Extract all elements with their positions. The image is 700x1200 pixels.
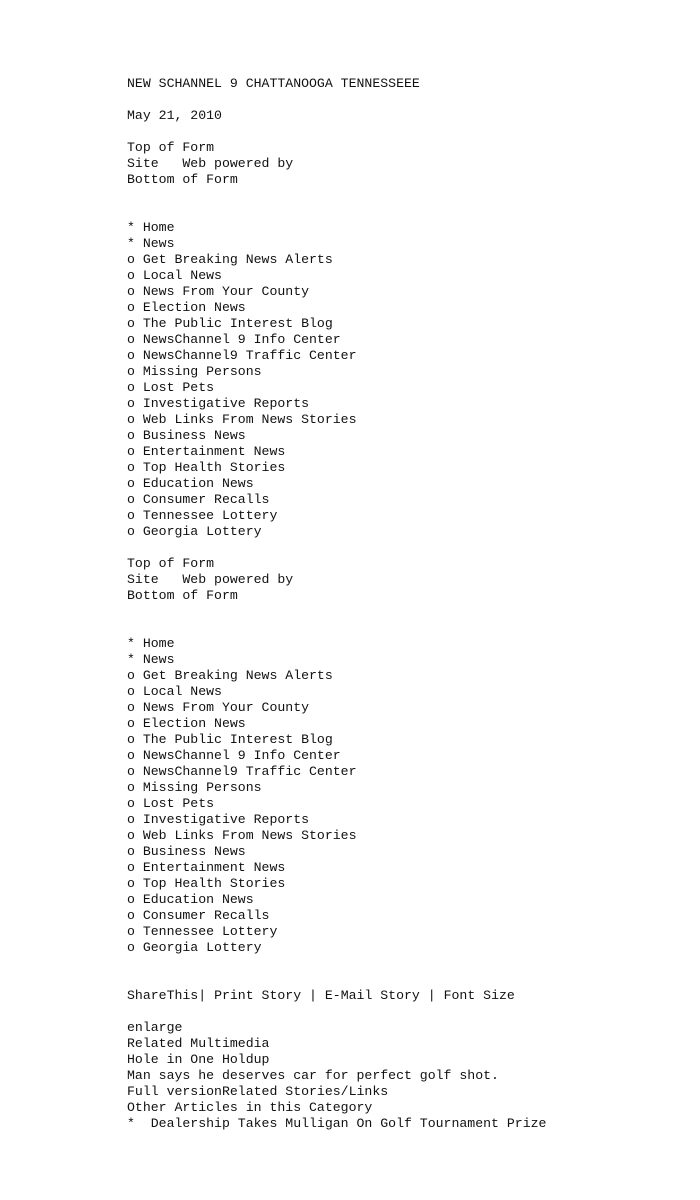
nav-item-breaking-news-alerts[interactable]: o Get Breaking News Alerts [127, 252, 333, 267]
nav-item-missing-persons[interactable]: o Missing Persons [127, 780, 262, 795]
toolbar-separator: | [198, 988, 215, 1003]
full-version-link[interactable]: Full version [127, 1084, 222, 1099]
related-multimedia-heading: Related Multimedia [127, 1036, 270, 1051]
nav-item-local-news[interactable]: o Local News [127, 268, 222, 283]
site-search-link[interactable]: Site Web powered by [127, 572, 294, 587]
nav-item-georgia-lottery[interactable]: o Georgia Lottery [127, 940, 262, 955]
nav-item-web-links[interactable]: o Web Links From News Stories [127, 412, 357, 427]
video-caption: Man says he deserves car for perfect golf shot. [127, 1068, 499, 1083]
nav-item-news-from-your-county[interactable]: o News From Your County [127, 284, 310, 299]
bottom-of-form-label: Bottom of Form [127, 588, 238, 603]
nav-item-entertainment-news[interactable]: o Entertainment News [127, 860, 286, 875]
nav-item-investigative-reports[interactable]: o Investigative Reports [127, 396, 310, 411]
share-this-link[interactable]: ShareThis [127, 988, 199, 1003]
nav-item-education-news[interactable]: o Education News [127, 476, 254, 491]
nav-item-georgia-lottery[interactable]: o Georgia Lottery [127, 524, 262, 539]
nav-item-news-from-your-county[interactable]: o News From Your County [127, 700, 310, 715]
nav-item-top-health-stories[interactable]: o Top Health Stories [127, 460, 286, 475]
nav-list-primary [127, 220, 687, 540]
page-date: May 21, 2010 [127, 108, 222, 123]
nav-item-home[interactable]: * Home [127, 220, 175, 235]
video-title-link[interactable]: Hole in One Holdup [127, 1052, 270, 1067]
nav-item-lost-pets[interactable]: o Lost Pets [127, 380, 215, 395]
nav-item-news[interactable]: * News [127, 652, 175, 667]
related-links-heading: Related Stories/Links [221, 1084, 389, 1099]
page-title: NEW SCHANNEL 9 CHATTANOOGA TENNESSEEE [127, 76, 420, 91]
other-articles-heading: Other Articles in this Category [127, 1100, 373, 1115]
bottom-of-form-label: Bottom of Form [127, 172, 238, 187]
story-toolbar [127, 988, 687, 1004]
nav-item-lost-pets[interactable]: o Lost Pets [127, 796, 215, 811]
full-version-row [127, 1084, 687, 1100]
nav-item-consumer-recalls[interactable]: o Consumer Recalls [127, 908, 270, 923]
nav-item-traffic-center[interactable]: o NewsChannel9 Traffic Center [127, 764, 357, 779]
nav-item-consumer-recalls[interactable]: o Consumer Recalls [127, 492, 270, 507]
nav-item-breaking-news-alerts[interactable]: o Get Breaking News Alerts [127, 668, 333, 683]
nav-item-info-center[interactable]: o NewsChannel 9 Info Center [127, 748, 341, 763]
nav-list-secondary [127, 636, 687, 956]
nav-item-election-news[interactable]: o Election News [127, 716, 246, 731]
nav-item-home[interactable]: * Home [127, 636, 175, 651]
nav-item-local-news[interactable]: o Local News [127, 684, 222, 699]
nav-item-web-links[interactable]: o Web Links From News Stories [127, 828, 357, 843]
site-search-link[interactable]: Site Web powered by [127, 156, 294, 171]
nav-item-entertainment-news[interactable]: o Entertainment News [127, 444, 286, 459]
print-story-link[interactable]: Print Story [214, 988, 302, 1003]
nav-item-public-interest-blog[interactable]: o The Public Interest Blog [127, 732, 333, 747]
nav-item-info-center[interactable]: o NewsChannel 9 Info Center [127, 332, 341, 347]
top-of-form-label: Top of Form [127, 556, 215, 571]
nav-item-election-news[interactable]: o Election News [127, 300, 246, 315]
email-story-link[interactable]: E-Mail Story [324, 988, 420, 1003]
enlarge-link[interactable]: enlarge [127, 1020, 183, 1035]
toolbar-separator: | [419, 988, 444, 1003]
nav-item-tennessee-lottery[interactable]: o Tennessee Lottery [127, 508, 278, 523]
font-size-link[interactable]: Font Size [443, 988, 515, 1003]
related-article-link[interactable]: * Dealership Takes Mulligan On Golf Tournament Prize [127, 1116, 547, 1131]
nav-item-business-news[interactable]: o Business News [127, 844, 246, 859]
nav-item-investigative-reports[interactable]: o Investigative Reports [127, 812, 310, 827]
nav-item-news[interactable]: * News [127, 236, 175, 251]
nav-item-top-health-stories[interactable]: o Top Health Stories [127, 876, 286, 891]
nav-item-public-interest-blog[interactable]: o The Public Interest Blog [127, 316, 333, 331]
nav-item-tennessee-lottery[interactable]: o Tennessee Lottery [127, 924, 278, 939]
top-of-form-label: Top of Form [127, 140, 215, 155]
nav-item-missing-persons[interactable]: o Missing Persons [127, 364, 262, 379]
toolbar-separator: | [301, 988, 325, 1003]
nav-item-traffic-center[interactable]: o NewsChannel9 Traffic Center [127, 348, 357, 363]
document [127, 76, 687, 1132]
nav-item-business-news[interactable]: o Business News [127, 428, 246, 443]
nav-item-education-news[interactable]: o Education News [127, 892, 254, 907]
